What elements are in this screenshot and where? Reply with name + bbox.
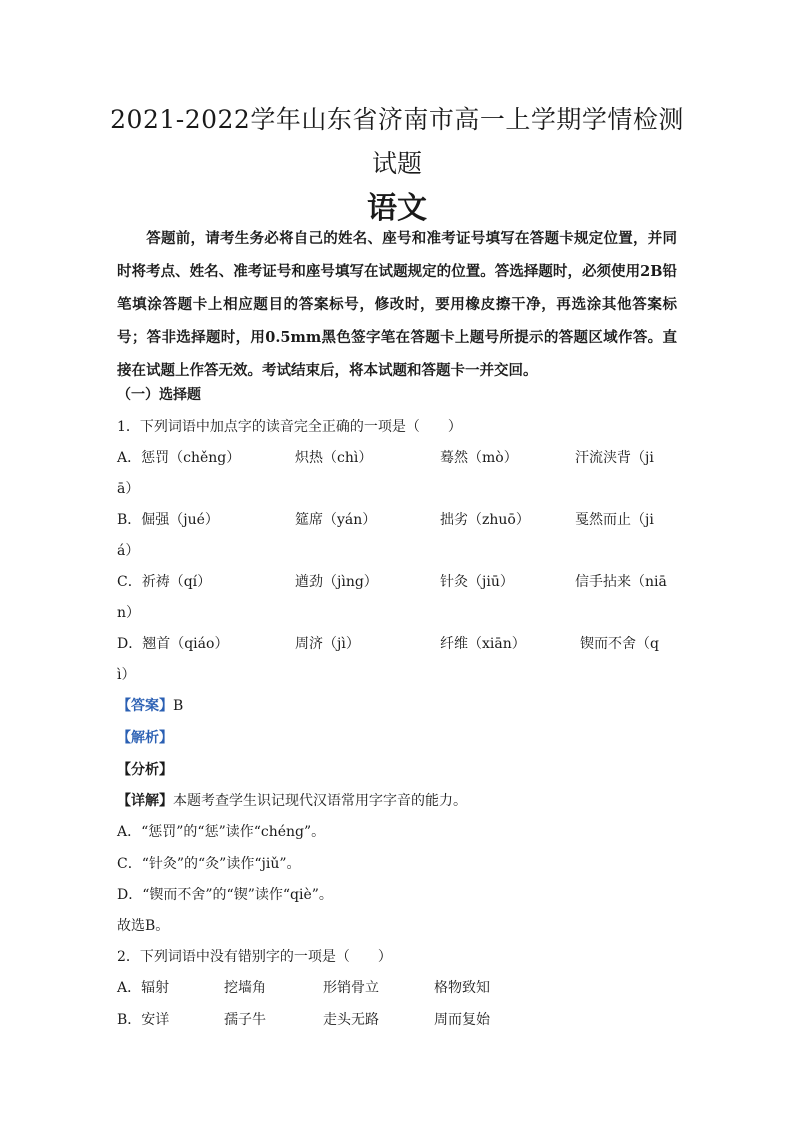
q1-b-1: B．倔强（jué） — [117, 512, 219, 528]
q2-a-1: A．辐射 — [117, 980, 170, 996]
q1-a-4: 汗流浃背（ji — [575, 450, 654, 466]
q2-a-3: 形销骨立 — [323, 980, 379, 996]
detail-text: 本题考查学生识记现代汉语常用字字音的能力。 — [173, 793, 467, 809]
answer-value: B — [173, 698, 184, 714]
q1-a-wrap: ā） — [117, 481, 140, 497]
q1-b-wrap: á） — [117, 543, 140, 559]
q1-d-2: 周济（jì） — [295, 636, 360, 652]
q1-b-3: 拙劣（zhuō） — [440, 512, 530, 528]
q1-d-1: D．翘首（qiáo） — [117, 636, 229, 652]
q2-b-4: 周而复始 — [434, 1012, 490, 1028]
fenxi-label: 【分析】 — [117, 762, 173, 778]
q2-b-3: 走头无路 — [323, 1012, 379, 1028]
q1-c-2: 遒劲（jìng） — [295, 574, 378, 590]
q2-b-2: 孺子牛 — [224, 1012, 266, 1028]
q1-answer — [117, 695, 183, 715]
exam-instructions — [117, 222, 677, 387]
section-heading: （一）选择题 — [117, 387, 201, 403]
q1-c-wrap: n） — [117, 605, 141, 621]
q1-d-wrap: ì） — [117, 667, 136, 683]
subject-title: 语文 — [367, 191, 427, 226]
q1-a-1: A．惩罚（chěng） — [117, 450, 241, 466]
explanation-c: C．“针灸”的“灸”读作“jiǔ”。 — [117, 856, 301, 872]
q2-b-1: B．安详 — [117, 1012, 170, 1028]
q1-d-3: 纤维（xiān） — [440, 636, 526, 652]
explanation-d: D．“锲而不舍”的“锲”读作“qiè”。 — [117, 887, 333, 903]
detail-label: 【详解】 — [117, 793, 173, 809]
q1-d-4: 锲而不舍（q — [580, 636, 659, 652]
q1-c-1: C．祈祷（qí） — [117, 574, 212, 590]
q1-detail — [117, 790, 467, 810]
analysis-label: 【解析】 — [117, 730, 173, 746]
q2-a-4: 格物致知 — [434, 980, 490, 996]
q2-a-2: 挖墙角 — [224, 980, 266, 996]
q1-a-3: 蓦然（mò） — [440, 450, 518, 466]
q1-c-4: 信手拈来（niā — [575, 574, 667, 590]
q1-c-3: 针灸（jiū） — [440, 574, 514, 590]
explanation-a: A．“惩罚”的“惩”读作“chéng”。 — [117, 824, 326, 840]
instructions-text: 答题前，请考生务必将自己的姓名、座号和准考证号填写在答题卡规定位置，并同时将考点、姓名、准考证号和座号填写在试题规定的位置。答选择题时，必须使用2B铅笔填涂答题卡上相应题目的答案标号，修改时，要用橡皮擦干净，再选涂其他答案标号；答非选择题时，用0.5mm黑色签字笔在答题卡上题号所提示的答题区域作答。直接在试题上作答无效。考试结束后，将本试题和答题卡一并交回。 — [117, 230, 677, 379]
answer-label: 【答案】 — [117, 698, 173, 714]
conclusion: 故选B。 — [117, 918, 170, 934]
title-line-2: 试题 — [371, 149, 422, 178]
q1-b-4: 戛然而止（ji — [575, 512, 654, 528]
q1-b-2: 筵席（yán） — [295, 512, 377, 528]
q1-stem: 1．下列词语中加点字的读音完全正确的一项是（ ） — [117, 419, 462, 435]
title-line-1: 2021-2022学年山东省济南市高一上学期学情检测 — [110, 105, 684, 134]
q2-stem: 2．下列词语中没有错别字的一项是（ ） — [117, 949, 392, 965]
q1-a-2: 炽热（chì） — [295, 450, 373, 466]
